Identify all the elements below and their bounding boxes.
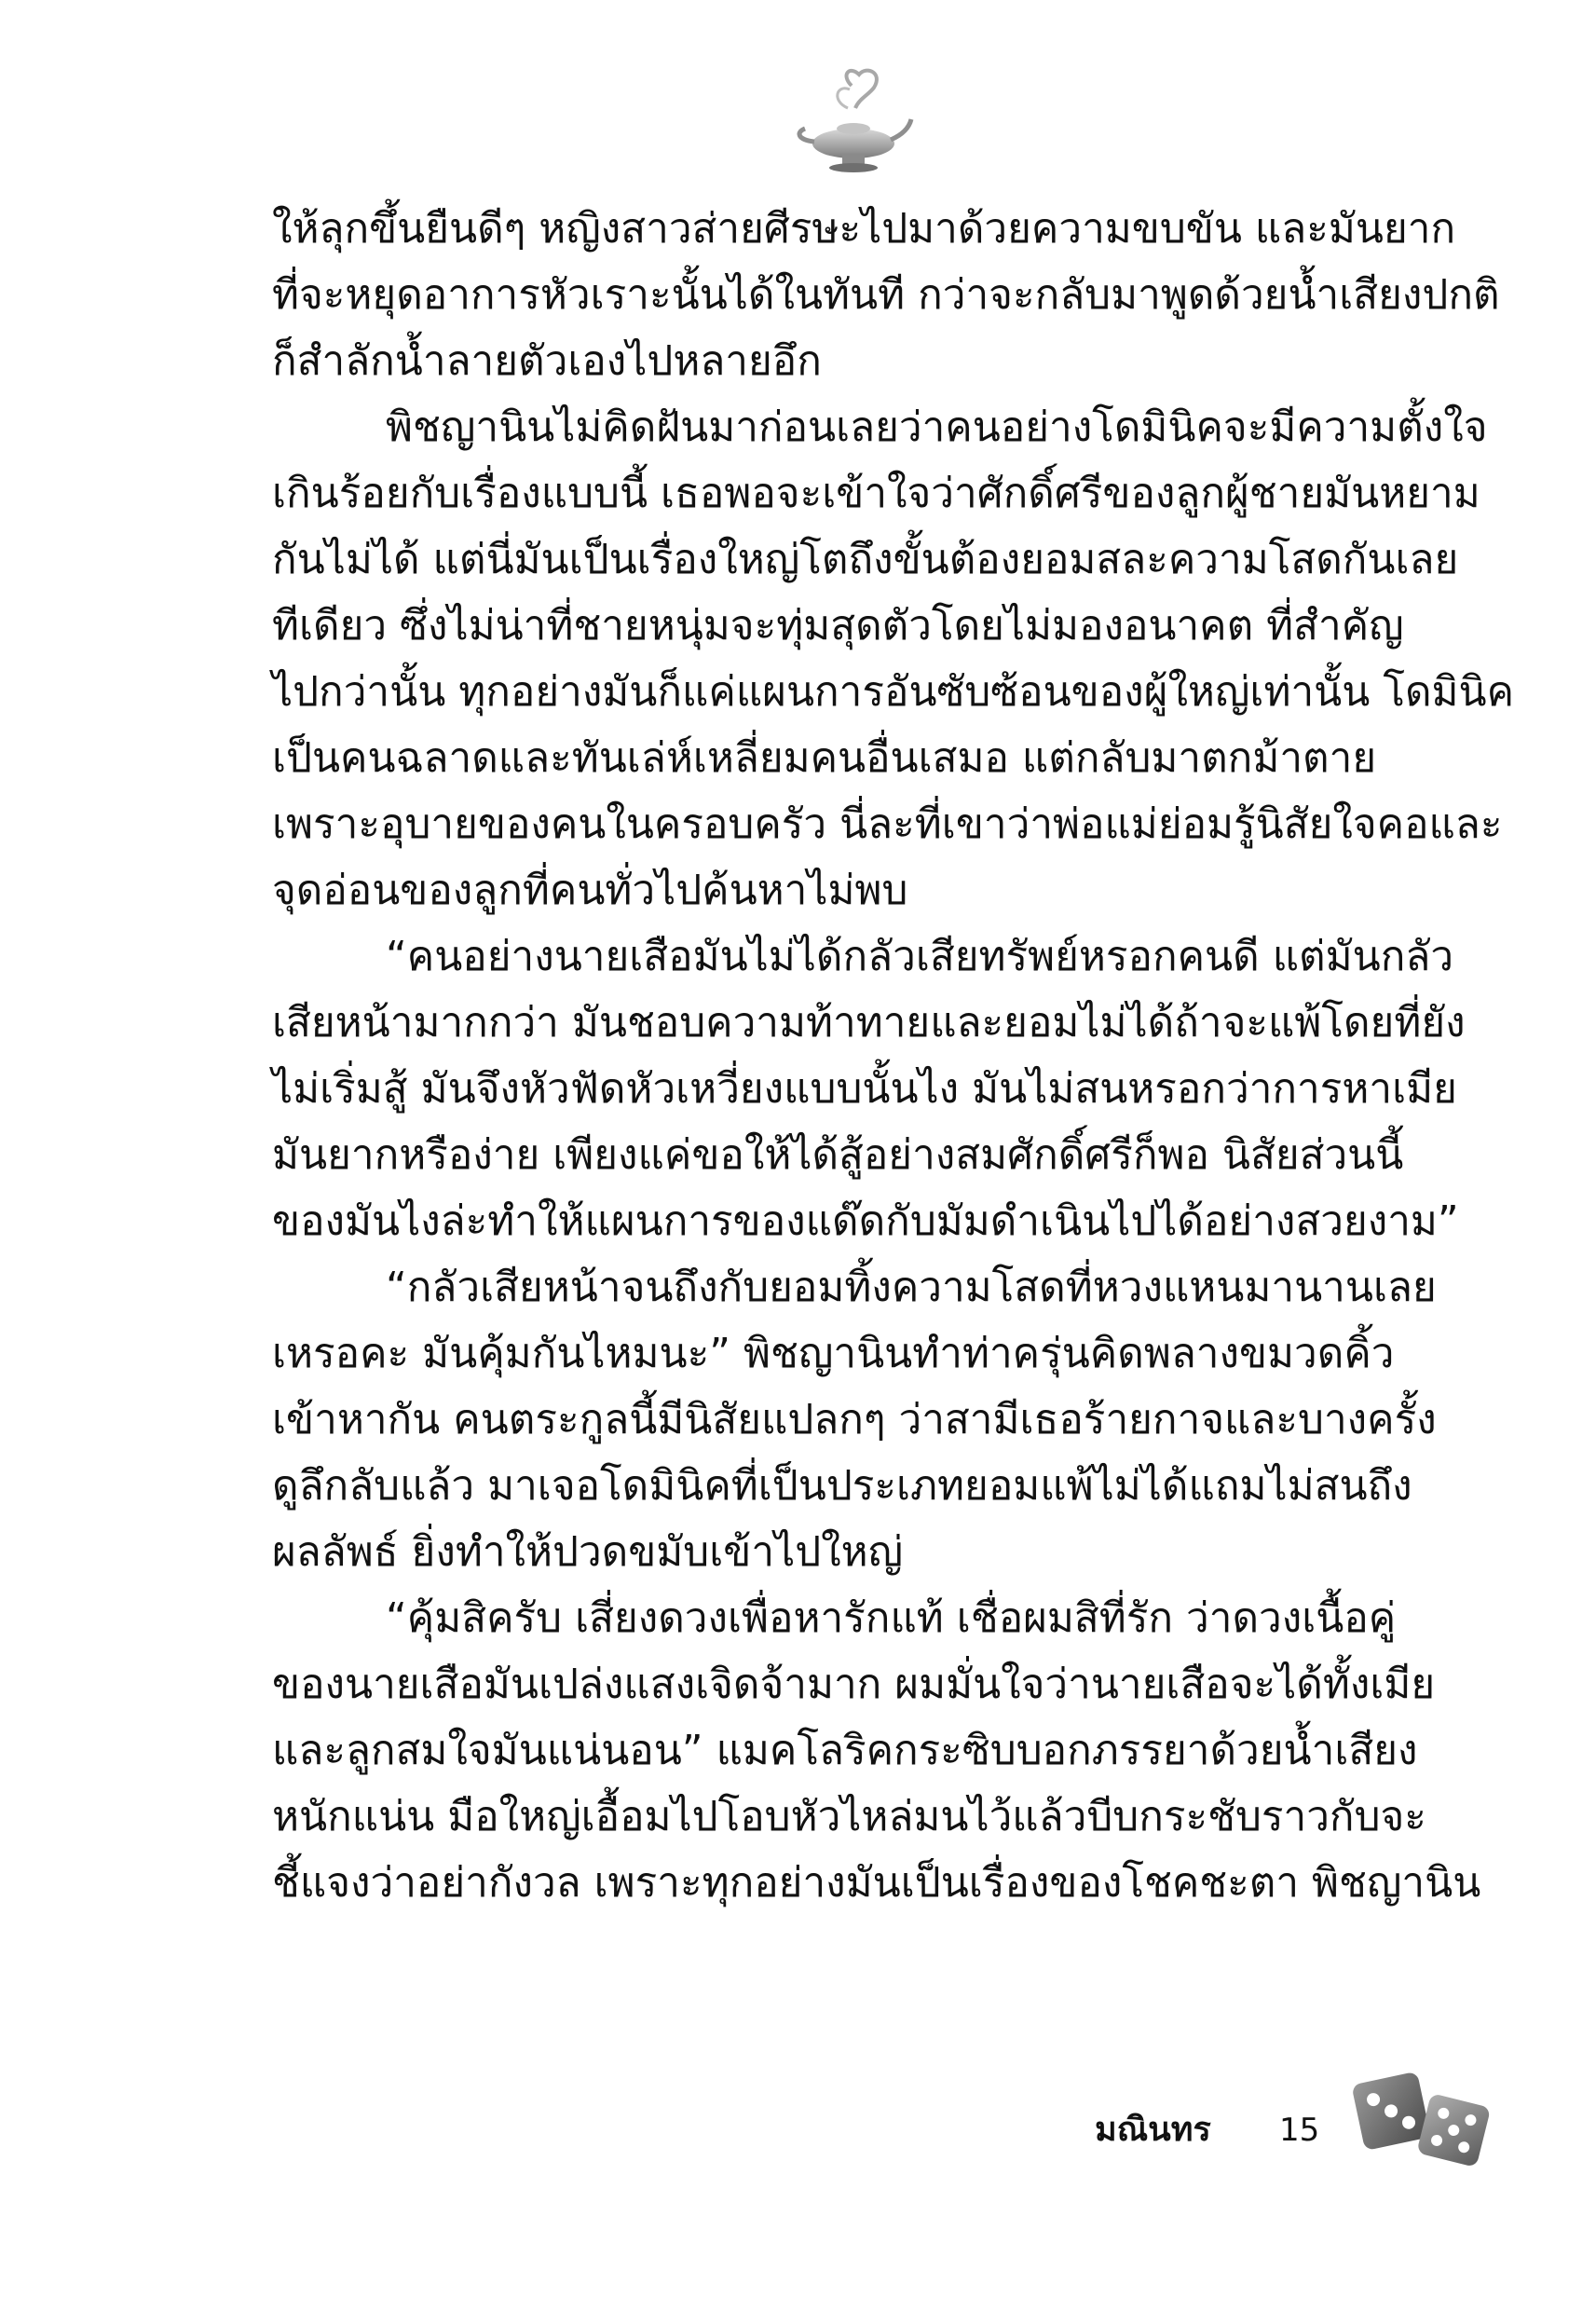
text-line: พิชญานินไม่คิดฝันมาก่อนเลยว่าคนอย่างโดมินิคจะมีความตั้งใจ <box>386 403 1488 451</box>
paragraph <box>272 923 1466 1254</box>
text-line: เพราะอุบายของคนในครอบครัว นี่ละที่เขาว่าพ่อแม่ย่อมรู้นิสัยใจคอและ <box>272 800 1503 848</box>
text-line: ทีเดียว ซึ่งไม่น่าที่ชายหนุ่มจะทุ่มสุดตัวโดยไม่มองอนาคต ที่สำคัญ <box>272 602 1404 650</box>
text-line: เข้าหากัน คนตระกูลนี้มีนิสัยแปลกๆ ว่าสามีเธอร้ายกาจและบางครั้ง <box>272 1396 1437 1443</box>
text-line: ให้ลุกขึ้นยืนดีๆ หญิงสาวส่ายศีรษะไปมาด้วยความขบขัน และมันยาก <box>272 205 1456 253</box>
text-line: ของมันไงล่ะทำให้แผนการของแด๊ดกับมัมดำเนินไปได้อย่างสวยงาม” <box>272 1197 1459 1245</box>
paragraph <box>272 1585 1481 1916</box>
text-line: ไปกว่านั้น ทุกอย่างมันก็แค่แผนการอันซับซ้อนของผู้ใหญ่เท่านั้น โดมินิค <box>272 668 1515 716</box>
text-line: “คนอย่างนายเสือมันไม่ได้กลัวเสียทรัพย์หรอกคนดี แต่มันกลัว <box>386 933 1454 980</box>
paragraph <box>272 196 1500 394</box>
text-line: ก็สำลักน้ำลายตัวเองไปหลายอึก <box>272 337 822 385</box>
footer-author: มณินทร <box>1095 2111 1211 2149</box>
text-line: และลูกสมใจมันแน่นอน” แมคโลริคกระซิบบอกภรรยาด้วยน้ำเสียง <box>272 1727 1418 1774</box>
text-line: ชี้แจงว่าอย่ากังวล เพราะทุกอย่างมันเป็นเรื่องของโชคชะตา พิชญานิน <box>272 1859 1481 1907</box>
paragraph <box>272 1254 1437 1585</box>
text-line: จุดอ่อนของลูกที่คนทั่วไปค้นหาไม่พบ <box>272 867 908 914</box>
text-line: ผลลัพธ์ ยิ่งทำให้ปวดขมับเข้าไปใหญ่ <box>272 1528 904 1576</box>
text-line: กันไม่ได้ แต่นี่มันเป็นเรื่องใหญ่โตถึงขั้นต้องยอมสละความโสดกันเลย <box>272 536 1459 583</box>
paragraph <box>272 394 1515 923</box>
text-line: ของนายเสือมันเปล่งแสงเจิดจ้ามาก ผมมั่นใจว่านายเสือจะได้ทั้งเมีย <box>272 1661 1436 1708</box>
text-line: “กลัวเสียหน้าจนถึงกับยอมทิ้งความโสดที่หวงแหนมานานเลย <box>386 1264 1437 1311</box>
text-line: เสียหน้ามากกว่า มันชอบความท้าทายและยอมไม่ได้ถ้าจะแพ้โดยที่ยัง <box>272 999 1466 1046</box>
text-line: ไม่เริ่มสู้ มันจึงหัวฟัดหัวเหวี่ยงแบบนั้นไง มันไม่สนหรอกว่าการหาเมีย <box>272 1065 1457 1113</box>
text-line: “คุ้มสิครับ เสี่ยงดวงเพื่อหารักแท้ เชื่อผมสิที่รัก ว่าดวงเนื้อคู่ <box>386 1594 1397 1642</box>
page-number: 15 <box>1279 2112 1320 2149</box>
text-line: มันยากหรือง่าย เพียงแค่ขอให้ได้สู้อย่างสมศักดิ์ศรีก็พอ นิสัยส่วนนี้ <box>272 1131 1404 1179</box>
dice-icon <box>1346 2064 1495 2176</box>
text-line: ดูลึกลับแล้ว มาเจอโดมินิคที่เป็นประเภทยอมแพ้ไม่ได้แถมไม่สนถึง <box>272 1462 1412 1510</box>
text-line: เป็นคนฉลาดและทันเล่ห์เหลี่ยมคนอื่นเสมอ แต่กลับมาตกม้าตาย <box>272 734 1377 782</box>
body-text <box>272 196 1515 1916</box>
text-line: ที่จะหยุดอาการหัวเราะนั้นได้ในทันที กว่าจะกลับมาพูดด้วยน้ำเสียงปกติ <box>272 271 1500 319</box>
text-line: หนักแน่น มือใหญ่เอื้อมไปโอบหัวไหล่มนไว้แล้วบีบกระชับราวกับจะ <box>272 1793 1426 1840</box>
magic-lamp-icon <box>794 67 915 188</box>
text-line: เหรอคะ มันคุ้มกันไหมนะ” พิชญานินทำท่าครุ่นคิดพลางขมวดคิ้ว <box>272 1330 1395 1377</box>
text-line: เกินร้อยกับเรื่องแบบนี้ เธอพอจะเข้าใจว่าศักดิ์ศรีของลูกผู้ชายมันหยาม <box>272 470 1480 517</box>
